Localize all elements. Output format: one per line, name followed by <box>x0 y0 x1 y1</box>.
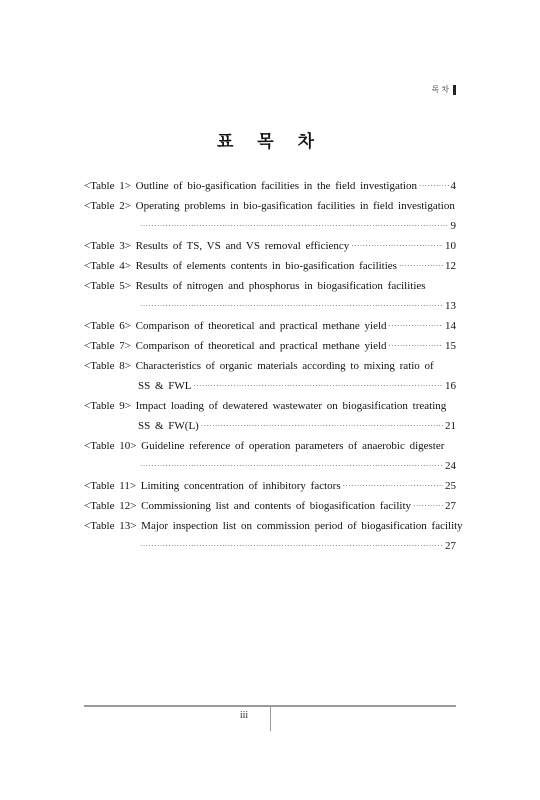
toc-entry-text: <Table 8> Characteristics of organic materials according to mixing ratio of <box>84 360 434 372</box>
toc-entry-text: <Table 3> Results of TS, VS and VS removal efficiency <box>84 240 350 252</box>
toc-leader-dots <box>399 256 443 276</box>
page-number: iii <box>239 710 249 721</box>
toc-entry[interactable] <box>84 196 456 216</box>
toc-page-number: 24 <box>445 460 456 472</box>
toc-entry-text: <Table 7> Comparison of theoretical and practical methane yield <box>84 340 387 352</box>
toc-entry-continuation[interactable] <box>84 296 456 316</box>
page-title: 표 목 차 <box>216 132 324 152</box>
toc-leader-dots <box>389 316 443 336</box>
toc-page-number: 21 <box>445 420 456 432</box>
toc-entry-text: <Table 11> Limiting concentration of inhibitory factors <box>84 480 341 492</box>
toc-entry-text: <Table 10> Guideline reference of operation parameters of anaerobic digester <box>84 440 445 452</box>
toc-entry-text: <Table 12> Commissioning list and contents of biogasification facility <box>84 500 412 512</box>
toc-leader-dots <box>140 536 443 556</box>
toc-leader-dots <box>140 216 449 236</box>
toc-page-number: 4 <box>450 180 456 192</box>
toc-entry-text: <Table 5> Results of nitrogen and phosphorus in biogasification facilities <box>84 280 426 292</box>
toc-entry[interactable] <box>84 256 456 276</box>
toc-entry-text-wrap: SS & FWL <box>138 380 192 392</box>
toc-entry-text: <Table 6> Comparison of theoretical and practical methane yield <box>84 320 387 332</box>
toc-page-number: 25 <box>445 480 456 492</box>
running-header-label: 목 차 <box>431 85 449 94</box>
toc-leader-dots <box>419 176 449 196</box>
toc-entry-text: <Table 2> Operating problems in bio-gasification facilities in field investigation <box>84 200 455 212</box>
toc-page-number: 27 <box>445 500 456 512</box>
toc-entry[interactable] <box>84 236 456 256</box>
toc-leader-dots <box>389 336 443 356</box>
toc-entry[interactable] <box>84 496 456 516</box>
toc-entry-continuation[interactable] <box>84 416 456 436</box>
toc-entry[interactable] <box>84 276 456 296</box>
toc-entry-text: <Table 13> Major inspection list on commission period of biogasification facility <box>84 520 463 532</box>
toc-entry-continuation[interactable] <box>84 376 456 396</box>
toc-entry[interactable] <box>84 516 463 536</box>
toc-entry[interactable] <box>84 476 456 496</box>
toc-entry[interactable] <box>84 396 456 416</box>
running-header <box>432 84 456 95</box>
toc-entry[interactable] <box>84 316 456 336</box>
toc-entry[interactable] <box>84 436 456 456</box>
toc-entry-text: <Table 4> Results of elements contents in bio-gasification facilities <box>84 260 397 272</box>
toc-entry-continuation[interactable] <box>84 216 456 236</box>
toc-leader-dots <box>413 496 443 516</box>
toc-page-number: 14 <box>445 320 456 332</box>
toc-entry[interactable] <box>84 336 456 356</box>
toc-entry-continuation[interactable] <box>84 536 456 556</box>
toc-leader-dots <box>343 476 443 496</box>
toc-entry-text-wrap: SS & FW(L) <box>138 420 199 432</box>
toc-leader-dots <box>194 376 443 396</box>
toc-leader-dots <box>201 416 443 436</box>
toc-entry-text: <Table 9> Impact loading of dewatered wastewater on biogasification treating <box>84 400 447 412</box>
toc-page-number: 13 <box>445 300 456 312</box>
toc-page-number: 16 <box>445 380 456 392</box>
toc-entry-text: <Table 1> Outline of bio-gasification facilities in the field investigation <box>84 180 417 192</box>
toc-leader-dots <box>351 236 443 256</box>
toc-entry[interactable] <box>84 356 456 376</box>
table-of-contents-list <box>84 176 463 556</box>
toc-page-number: 10 <box>445 240 456 252</box>
header-bar-marker <box>453 85 456 95</box>
toc-entry-continuation[interactable] <box>84 456 456 476</box>
toc-page-number: 12 <box>445 260 456 272</box>
toc-leader-dots <box>140 456 443 476</box>
toc-page-number: 27 <box>445 540 456 552</box>
toc-leader-dots <box>140 296 443 316</box>
toc-page-number: 15 <box>445 340 456 352</box>
footer-divider <box>270 707 271 731</box>
toc-entry[interactable] <box>84 176 456 196</box>
toc-page-number: 9 <box>450 220 456 232</box>
